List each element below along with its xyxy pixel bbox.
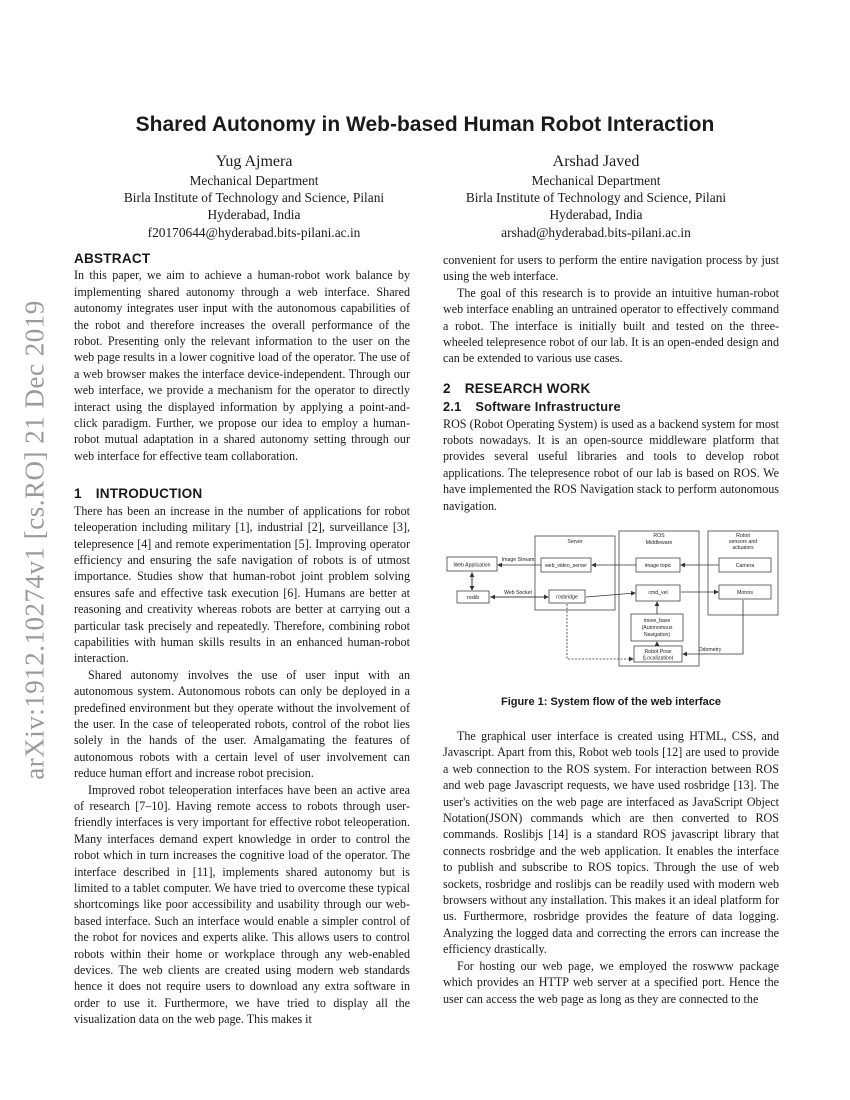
- diagram-label-autonomous: (Autonomous: [641, 625, 673, 631]
- diagram-label-web-socket: Web Socket: [504, 590, 532, 596]
- diagram-label-sensors: sensors and: [728, 539, 758, 545]
- author-block-1: [84, 152, 424, 241]
- author-loc: Hyderabad, India: [549, 207, 643, 223]
- arxiv-stamp: [10, 290, 60, 790]
- diagram-label-odometry: Odometry: [698, 647, 722, 653]
- author-dept: Mechanical Department: [189, 173, 319, 188]
- diagram-label-ros: ROS: [653, 533, 665, 539]
- diagram-label-middleware: Middleware: [645, 540, 673, 546]
- intro-paragraph: Improved robot teleoperation interfaces have been an active area of research [7–10]. Having remote access to robots through user-friendly interfaces is very important for effective robot teleoperation. Many interfaces demand expert knowledge in order to control the robot which in turn increases the cognitive load of the operator. The interface described in [11], implements shared autonomy but is limited to a tablet computer. We have tried to overcome these typical shortcomings like poor accessibility and usability through our web-based interface. Such an interface would enable a simpler control of the robot for novices and experts alike. This allows users to control robots within their home or workplace through any web-enabled devices. The web clients are created using modern web standards hence it does not require users to download any extra software in order to use it. Furthermore, we have tried to display all the visualization data on the web page. This makes it: [74, 782, 410, 1027]
- diagram-label-actuators: actuators: [732, 545, 754, 551]
- author-block-2: [426, 152, 766, 241]
- diagram-label-server: Server: [567, 539, 583, 545]
- subsection-heading: 2.1 Software Infrastructure: [443, 399, 621, 415]
- right-paragraph: convenient for users to perform the entire navigation process by just using the web interface.: [443, 253, 779, 284]
- author-inst: Birla Institute of Technology and Science, Pilani: [123, 190, 385, 206]
- diagram-label-camera: Camera: [735, 563, 755, 569]
- arxiv-id: arXiv:1912.10274v1 [cs.RO] 21 Dec 2019: [19, 300, 50, 780]
- author-loc: Hyderabad, India: [207, 207, 301, 223]
- right-paragraph: The graphical user interface is created using HTML, CSS, and Javascript. Apart from this, Robot web tools [12] are used to provide a web connection to the ROS system. For interaction between ROS and web page Javascript requests, we have used rosbridge [13]. The user's activities on the web page are interfaced as JavaScript Object Notation(JSON) commands which are then converted to ROS commands. Roslibjs [14] is a standard ROS javascript library that connects rosbridge and the web application. It enables the interface to publish and subscribe to ROS topics. Through the use of web sockets, rosbridge and roslibjs can be readily used with modern web browsers without any installation. This makes it an ideal platform for us. Furthermore, rosbridge provides the feature of data logging. Analyzing the logged data and correcting the errors can increase the efficiency drastically.: [443, 729, 779, 957]
- diagram-label-image-stream: Image Stream: [501, 557, 535, 563]
- right-paragraph: ROS (Robot Operating System) is used as a backend system for most robots nowadays. It is an open-source middleware platform that provides several useful libraries and tools to develop robot applications. The telepresence robot of our lab is based on ROS. We have implemented the ROS Navigation stack to perform autonomous navigation.: [443, 416, 779, 513]
- diagram-label-move-base: move_base: [643, 618, 671, 624]
- diagram-label-motors: Motors: [737, 590, 753, 596]
- diagram-label-navigation: Navigation): [643, 632, 671, 638]
- intro-paragraph: There has been an increase in the number of applications for robot teleoperation including military [1], industrial [2], surveillance [3], telepresence [4] and remote experimentation [5]. Improving operator efficiency and ensuring the safe navigation of robots is of utmost importance. Studies show that human-robot joint problem solving ensures safe and effective task execution [6]. Humans are better at reasoning and creativity whereas robots are better at carrying out a particular task precisely and repeatedly. Therefore, combining robot capabilities with human skills results in an enhanced human-robot interaction.: [74, 503, 410, 666]
- author-dept: Mechanical Department: [531, 173, 661, 188]
- paper-title: Shared Autonomy in Web-based Human Robot Interaction: [135, 113, 715, 136]
- figure-caption: Figure 1: System flow of the web interface: [500, 696, 722, 708]
- author-email: arshad@hyderabad.bits-pilani.ac.in: [501, 224, 691, 240]
- right-paragraph: The goal of this research is to provide an intuitive human-robot web interface enabling an untrained operator to effectively command a robot. The interface is initially built and tested on the three-wheeled telepresence robot of our lab. It is an open-ended design and can be extended to various use cases.: [443, 285, 779, 366]
- diagram-label-robot-pose: Robot Pose: [644, 649, 672, 655]
- diagram-label-web-application: Web Application: [453, 562, 491, 569]
- abstract-text: In this paper, we aim to achieve a human-robot work balance by implementing shared autonomy through a web interface. Shared autonomy integrates user input with the autonomous capabilities of the robot and therefore increases the overall performance of the robot. Presenting only the relevant information to the user on the web page results in a lower cognitive load of the operator. The use of a web browser makes the interface device-independent. Through our web interface, we provide a mechanism for the operator to directly interact using the displayed information by applying a point-and-click paradigm. Further, we propose our idea to employ a human-robot mutual adaptation in a shared autonomy setting through our web interface for effective team collaboration.: [74, 268, 410, 463]
- section-2-heading: 2 RESEARCH WORK: [443, 380, 591, 396]
- author-inst: Birla Institute of Technology and Science, Pilani: [465, 190, 727, 206]
- author-name: Yug Ajmera: [215, 153, 293, 170]
- author-email: f20170644@hyderabad.bits-pilani.ac.in: [147, 224, 361, 240]
- right-column-bottom: [443, 728, 779, 1007]
- right-paragraph: For hosting our web page, we employed the roswww package which provides an HTTP web server at a specified port. Hence the user can access the web page as long as they are connected to the: [443, 958, 779, 1006]
- right-column-top: [443, 252, 779, 514]
- diagram-label-roslib: roslib: [466, 595, 480, 601]
- system-flow-diagram: [443, 527, 779, 672]
- abstract-heading: ABSTRACT: [74, 251, 151, 266]
- left-column: [74, 251, 410, 1028]
- diagram-label-web-video-server: web_video_server: [544, 563, 588, 569]
- diagram-label-localization: (Localization): [642, 655, 674, 662]
- diagram-label-rosbridge: rosbridge: [556, 594, 578, 601]
- intro-paragraph: Shared autonomy involves the use of user input with an autonomous system. Autonomous robots can only be deployed in a predefined environment but they operate without the involvement of the user. In the case of teleoperated robots, control of the robot lies solely in the hands of the user. Amalgamating the features of autonomous robots with a certain level of user involvement can reduce human effort and increase robot precision.: [74, 667, 410, 781]
- author-name: Arshad Javed: [552, 153, 640, 170]
- intro-heading: 1 INTRODUCTION: [74, 486, 203, 502]
- diagram-label-image-topic: image topic: [644, 563, 672, 569]
- diagram-label-cmd-vel: cmd_vel: [648, 590, 668, 596]
- diagram-label-robot: Robot: [736, 533, 750, 539]
